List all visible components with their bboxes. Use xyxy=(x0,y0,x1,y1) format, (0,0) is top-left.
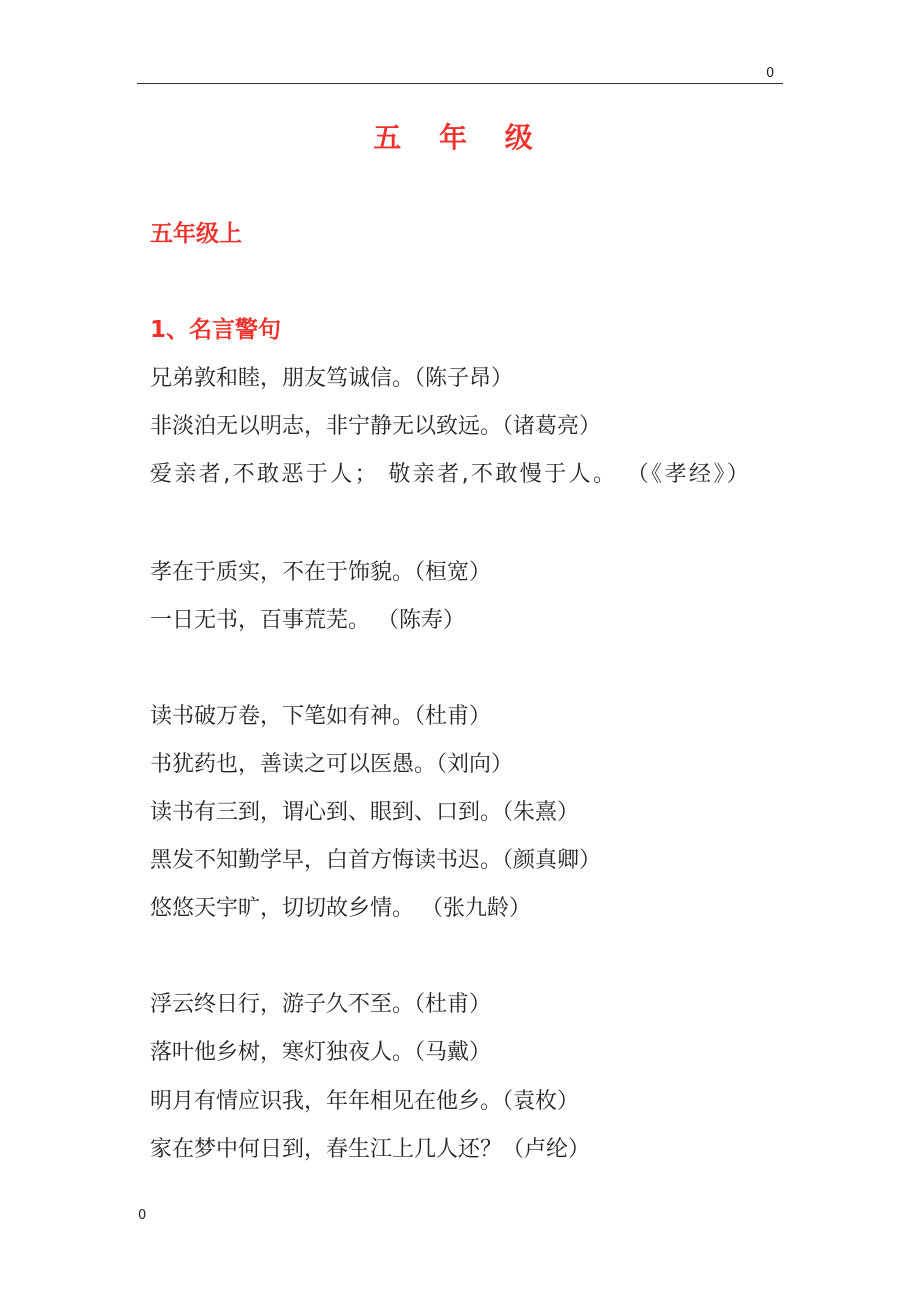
header-page-number: 0 xyxy=(766,66,775,81)
footer-page-number: 0 xyxy=(138,1208,147,1223)
quote-line: 书犹药也，善读之可以医愚。（刘向） xyxy=(150,752,514,777)
header-rule xyxy=(137,83,783,84)
quote-line: 一日无书，百事荒芜。 （陈寿） xyxy=(150,608,465,633)
page-title: 五 年 级 xyxy=(373,121,547,154)
quote-line: 家在梦中何日到，春生江上几人还？（卢纶） xyxy=(150,1137,591,1162)
quote-line: 落叶他乡树，寒灯独夜人。（马戴） xyxy=(150,1040,492,1065)
section-heading: 五年级上 xyxy=(150,221,242,247)
quote-line: 读书破万卷，下笔如有神。（杜甫） xyxy=(150,704,492,729)
subsection-heading: 1、名言警句 xyxy=(150,317,282,343)
quote-line: 爱亲者,不敢恶于人； 敬亲者,不敢慢于人。 （《孝经》） xyxy=(150,462,752,487)
quote-line: 黑发不知勤学早，白首方悔读书迟。（颜真卿） xyxy=(150,848,602,873)
quote-line: 明月有情应识我，年年相见在他乡。（袁枚） xyxy=(150,1089,580,1114)
quote-line: 浮云终日行，游子久不至。（杜甫） xyxy=(150,992,492,1017)
quote-line: 孝在于质实，不在于饰貌。（桓宽） xyxy=(150,560,492,585)
quote-line: 兄弟敦和睦，朋友笃诚信。（陈子昂） xyxy=(150,366,514,391)
quote-line: 非淡泊无以明志，非宁静无以致远。（诸葛亮） xyxy=(150,414,602,439)
quote-line: 读书有三到，谓心到、眼到、口到。（朱熹） xyxy=(150,800,580,825)
quote-line: 悠悠天宇旷，切切故乡情。 （张九龄） xyxy=(150,896,531,921)
